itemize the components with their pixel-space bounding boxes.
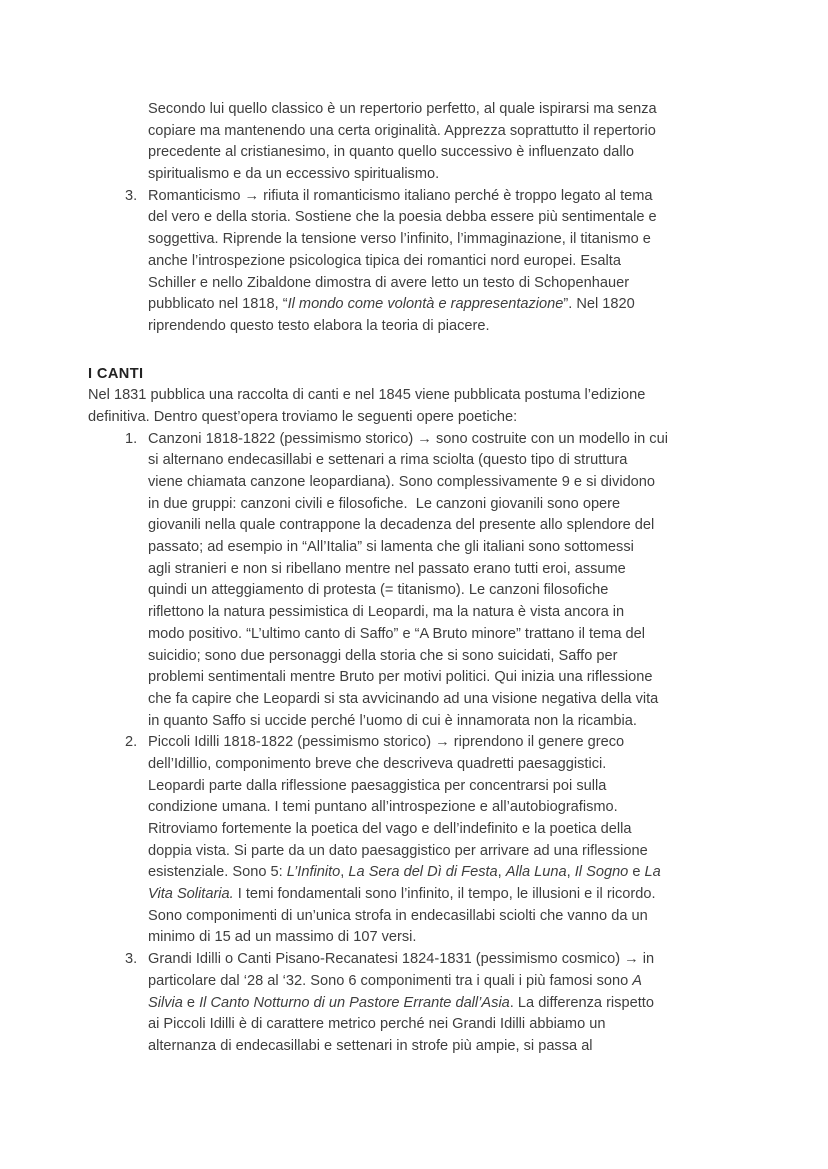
- text-line: minimo di 15 ad un massimo di 107 versi.: [148, 929, 417, 946]
- italic-text-segment: La Sera del Dì di Festa: [348, 864, 498, 881]
- text-line: suicidio; sono due personaggi della storia che si sono suicidati, Saffo per: [148, 647, 618, 664]
- text-line: passato; ad esempio in “All’Italia” si lamenta che gli italiani sono sottomessi: [148, 539, 634, 556]
- list-item: [88, 186, 778, 338]
- text-line: [148, 993, 778, 1015]
- list-item: [88, 429, 778, 733]
- text-line: Secondo lui quello classico è un repertorio perfetto, al quale ispirarsi ma senza: [148, 101, 657, 117]
- text-line: viene chiamata canzone leopardiana). Sono complessivamente 9 e si dividono: [148, 474, 656, 490]
- text-segment: e: [628, 864, 645, 881]
- text-line: [148, 294, 778, 316]
- italic-text-segment: L’Infinito: [286, 864, 341, 881]
- text-line: spiritualismo e da un eccessivo spiritualismo.: [148, 166, 440, 183]
- text-line: modo positivo. “L’ultimo canto di Saffo” e “A Bruto minore” trattano il tema del: [148, 625, 645, 642]
- list-item-text: [148, 732, 778, 949]
- text-line: si alternano endecasillabi e settenari a rima sciolta (questo tipo di struttura: [148, 452, 628, 469]
- text-segment: . La differenza rispetto: [509, 994, 654, 1011]
- text-line: Sono componimenti di un’unica strofa in endecasillabi sciolti che vanno da un: [148, 907, 648, 924]
- text-line: dell’Idillio, componimento breve che descriveva quadretti paesaggistici.: [148, 755, 607, 772]
- list-number: 3.: [125, 951, 138, 968]
- text-line: alternanza di endecasillabi e settenari in strofe più ampie, si passa al: [148, 1037, 593, 1054]
- text-line: anche l’introspezione psicologica tipica dei romantici nord europei. Esalta: [148, 252, 621, 269]
- text-line: Grandi Idilli o Canti Pisano-Recanatesi 1824-1831 (pessimismo cosmico) → in: [148, 951, 655, 968]
- italic-text-segment: Il Sogno: [574, 864, 629, 881]
- text-line: Piccoli Idilli 1818-1822 (pessimismo storico) → riprendono il genere greco: [148, 734, 625, 751]
- text-line: copiare ma mantenendo una certa originalità. Apprezza soprattutto il repertorio: [148, 122, 656, 139]
- text-segment: esistenziale. Sono 5:: [148, 864, 287, 881]
- list-item: [88, 949, 778, 1057]
- italic-text-segment: La: [644, 864, 661, 881]
- italic-text-segment: Il Canto Notturno di un Pastore Errante dall’Asia: [199, 994, 510, 1011]
- text-line: quindi un atteggiamento di protesta (= titanismo). Le canzoni filosofiche: [148, 582, 609, 599]
- italic-text-segment: Alla Luna: [505, 864, 567, 881]
- text-segment: ”. Nel 1820: [563, 296, 635, 313]
- text-line: ai Piccoli Idilli è di carattere metrico perché nei Grandi Idilli abbiamo un: [148, 1016, 606, 1033]
- text-segment: ,: [497, 864, 506, 881]
- list-number: 3.: [125, 187, 138, 204]
- list-item-text: [148, 429, 778, 733]
- text-line: Schiller e nello Zibaldone dimostra di avere letto un testo di Schopenhauer: [148, 274, 630, 291]
- text-line: del vero e della storia. Sostiene che la poesia debba essere più sentimentale e: [148, 209, 657, 226]
- text-line: in due gruppi: canzoni civili e filosofiche. Le canzoni giovanili sono opere: [148, 495, 621, 512]
- text-segment: I temi fondamentali sono l’infinito, il tempo, le illusioni e il ricordo.: [233, 886, 656, 903]
- list-number: 2.: [125, 734, 138, 751]
- text-line: problemi sentimentali mentre Bruto per motivi politici. Qui inizia una riflessione: [148, 669, 653, 686]
- italic-text-segment: Silvia: [148, 994, 183, 1011]
- text-line: riflettono la natura pessimistica di Leopardi, ma la natura è vista ancora in: [148, 604, 625, 621]
- text-line: agli stranieri e non si ribellano mentre nel passato erano tutti eroi, assume: [148, 560, 626, 577]
- text-line: in quanto Saffo si uccide perché l’uomo di cui è innamorata non la ricambia.: [148, 712, 637, 729]
- text-line: Canzoni 1818-1822 (pessimismo storico) → sono costruite con un modello in cui: [148, 430, 668, 447]
- text-line: soggettiva. Riprende la tensione verso l’infinito, l’immaginazione, il titanismo e: [148, 231, 651, 248]
- italic-text-segment: Il mondo come volontà e rappresentazione: [287, 296, 564, 313]
- text-line: [148, 862, 778, 884]
- text-line: riprendendo questo testo elabora la teoria di piacere.: [148, 317, 490, 334]
- text-line: che fa capire che Leopardi si sta avvicinando ad una visione negativa della vita: [148, 690, 659, 707]
- paragraph: [88, 385, 778, 428]
- text-segment: ,: [340, 864, 349, 881]
- text-line: doppia vista. Si parte da un dato paesaggistico per arrivare ad una riflessione: [148, 842, 648, 859]
- text-line: precedente al cristianesimo, in quanto quello successivo è influenzato dallo: [148, 144, 634, 161]
- paragraph: [148, 99, 778, 186]
- text-line: Nel 1831 pubblica una raccolta di canti e nel 1845 viene pubblicata postuma l’edizione: [88, 387, 646, 404]
- text-segment: ,: [566, 864, 575, 881]
- list-item-text: [148, 186, 778, 338]
- text-line: [148, 884, 778, 906]
- text-segment: pubblicato nel 1818, “: [148, 296, 288, 313]
- list-item-text: [148, 949, 778, 1057]
- text-line: definitiva. Dentro quest’opera troviamo le seguenti opere poetiche:: [88, 408, 518, 425]
- list-number: 1.: [125, 430, 138, 447]
- document-blocks: [88, 99, 778, 1058]
- italic-text-segment: A: [632, 972, 643, 989]
- italic-text-segment: Vita Solitaria.: [148, 886, 234, 903]
- text-line: Ritroviamo fortemente la poetica del vago e dell’indefinito e la poetica della: [148, 821, 632, 837]
- text-line: [148, 971, 778, 993]
- text-line: Leopardi parte dalla riflessione paesaggistica per concentrarsi poi sulla: [148, 777, 607, 794]
- text-segment: particolare dal ‘28 al ‘32. Sono 6 componimenti tra i quali i più famosi sono: [148, 972, 633, 989]
- paragraph-spacer: [88, 338, 778, 364]
- text-line: condizione umana. I temi puntano all’introspezione e all’autobiografismo.: [148, 799, 618, 816]
- text-line: Romanticismo → rifiuta il romanticismo italiano perché è troppo legato al tema: [148, 187, 653, 204]
- text-segment: e: [182, 994, 200, 1011]
- text-line: giovanili nella quale contrappone la decadenza del presente allo splendore del: [148, 517, 655, 534]
- list-item: [88, 732, 778, 949]
- section-heading: I CANTI: [88, 365, 144, 382]
